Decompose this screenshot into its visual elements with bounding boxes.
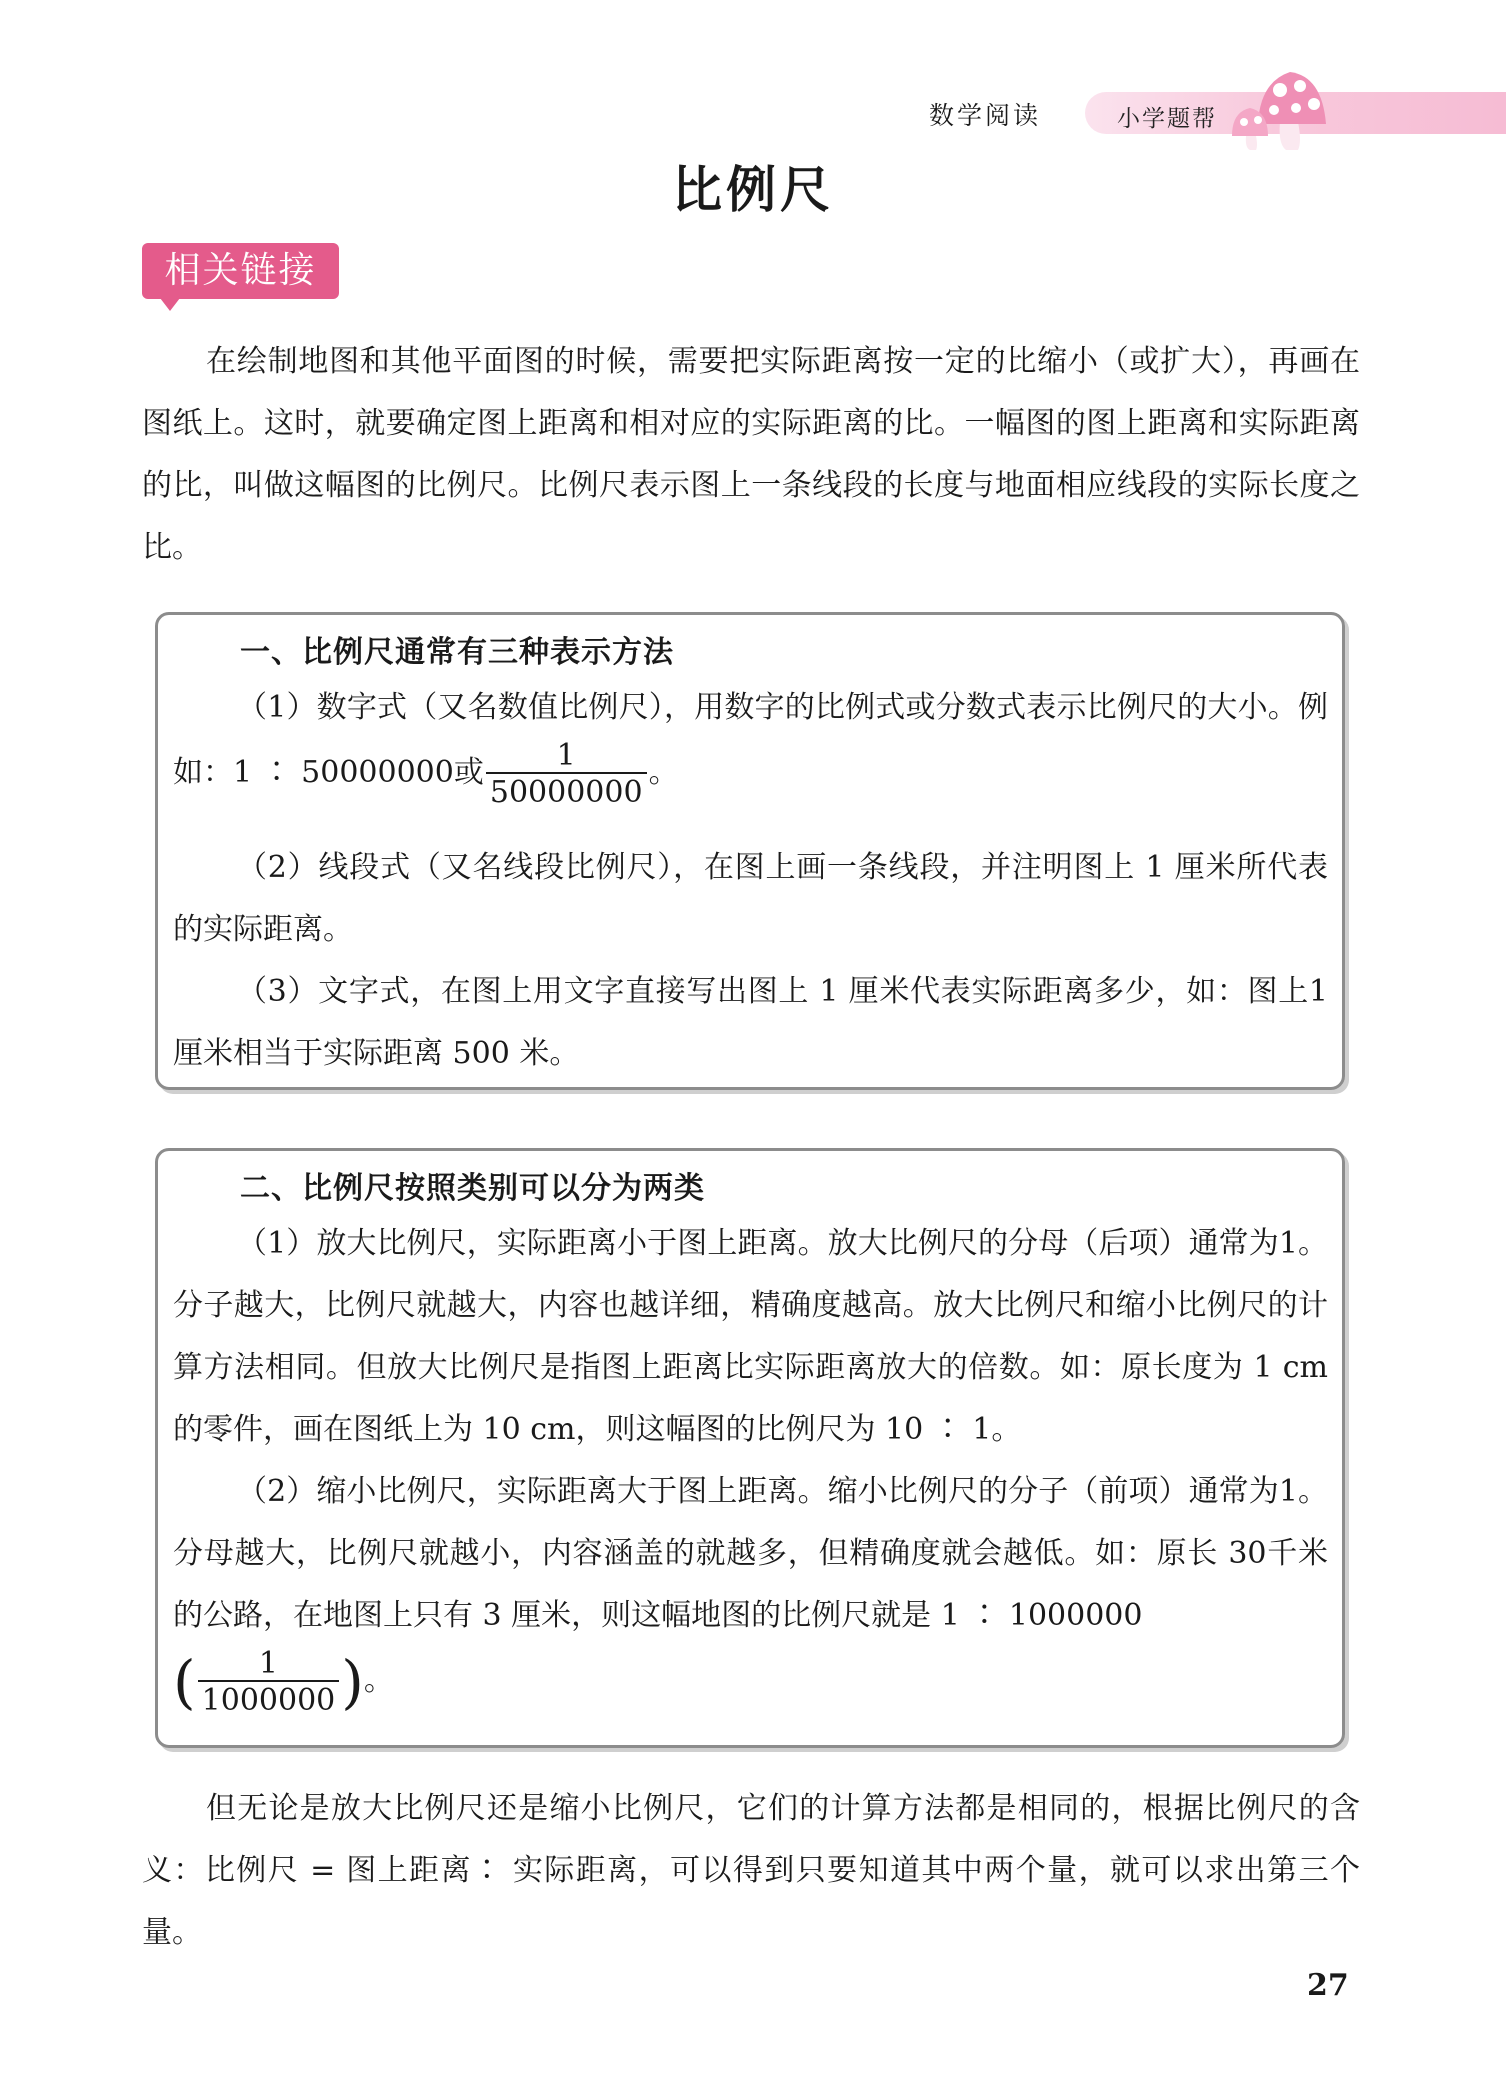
page-title: 比例尺 (672, 161, 834, 219)
conclusion-paragraph: 但无论是放大比例尺还是缩小比例尺，它们的计算方法都是相同的，根据比例尺的含义：比例尺 = 图上距离∶ 实际距离，可以得到只要知道其中两个量，就可以求出第三个量。 (142, 1791, 1360, 1950)
method-text: （3）文字式，在图上用文字直接写出图上 1 厘米代表实际距离多少，如：图上1 厘米相当于实际距离 500 米。 (173, 974, 1328, 1071)
methods-heading: 一、比例尺通常有三种表示方法 (240, 635, 674, 670)
fraction-1-50000000: $\frac{1}{50000000}$ (486, 739, 647, 809)
types-heading: 二、比例尺按照类别可以分为两类 (240, 1171, 705, 1206)
page-number: 27 (1307, 1968, 1349, 2003)
mushroom-icon (1218, 52, 1338, 152)
types-box (155, 1148, 1345, 1748)
intro-paragraph: 在绘制地图和其他平面图的时候，需要把实际距离按一定的比缩小（或扩大），再画在图纸上。这时，就要确定图上距离和相对应的实际距离的比。一幅图的图上距离和实际距离的比，叫做这幅图的比例尺。比例尺表示图上一条线段的长度与地面相应线段的实际长度之比。 (142, 344, 1360, 565)
method-line-segment: （2）线段式（又名线段比例尺），在图上画一条线段，并注明图上 1 厘米所代表的实际距离。 (173, 850, 1328, 947)
type-enlarge: （1）放大比例尺，实际距离小于图上距离。放大比例尺的分母（后项）通常为1。分子越大，比例尺就越大，内容也越详细，精确度越高。放大比例尺和缩小比例尺的计算方法相同。但放大比例尺是指图上距离比实际距离放大的倍数。如：原长度为 1 cm 的零件，画在图纸上为 10 cm，则这幅图的比例尺为 10 ∶ 1。 (173, 1226, 1328, 1447)
methods-box (155, 612, 1345, 1090)
series-title: 数学阅读 (929, 101, 1042, 130)
fraction-1-1000000: $\frac{1}{1000000}$ (198, 1647, 340, 1717)
method-numeric: （1）数字式（又名数值比例尺），用数字的比例式或分数式表示比例尺的大小。例如：1 ∶ 50000000或 $\frac{1}{50000000}$ 。 (173, 690, 1328, 810)
section-tag: 相关链接 (142, 243, 339, 299)
section-tag-pointer (160, 298, 180, 311)
type-reduce: （2）缩小比例尺，实际距离大于图上距离。缩小比例尺的分子（前项）通常为1。分母越大，比例尺就越小，内容涵盖的就越多，但精确度就会越低。如：原长 30千米的公路，在地图上只有 3 厘米，则这幅地图的比例尺就是 1 ∶ 1000000 ( $\frac{1}{1000000}$ )。 (173, 1474, 1328, 1718)
header-band-label: 小学题帮 (1117, 106, 1217, 132)
